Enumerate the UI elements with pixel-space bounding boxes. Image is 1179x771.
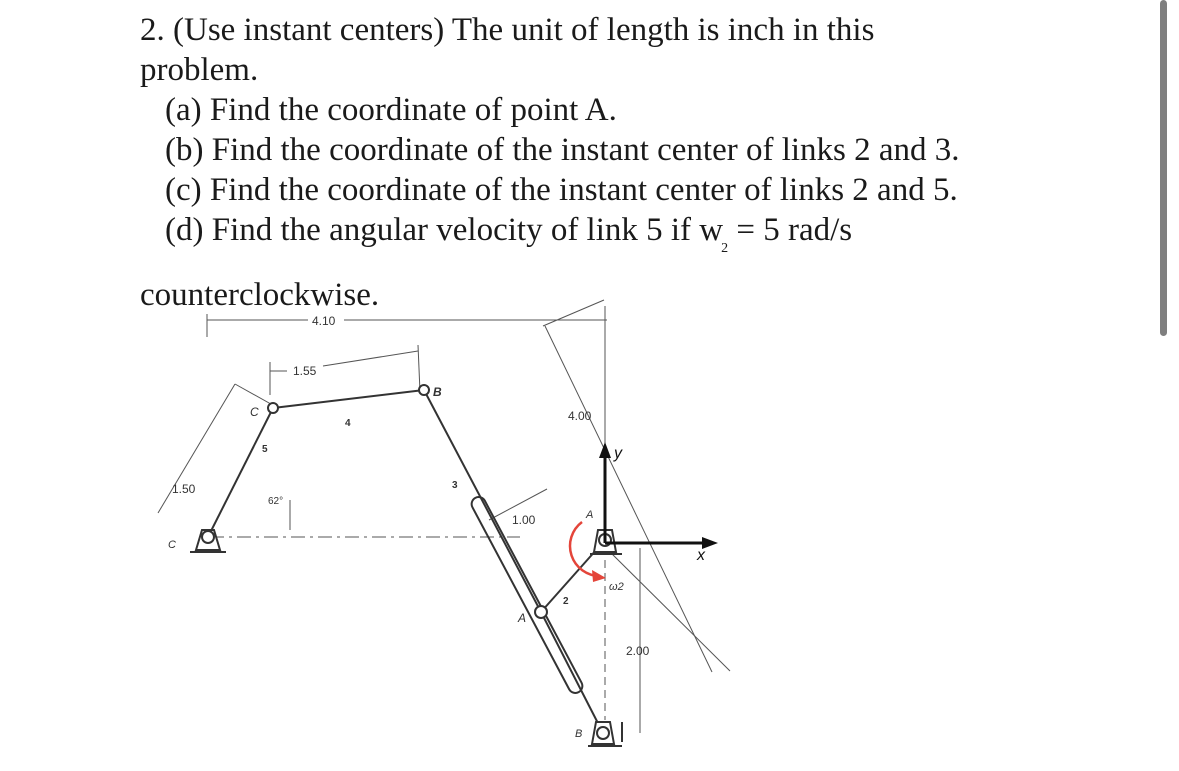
- omega-arrowhead: [592, 570, 606, 582]
- dim-200: 2.00: [626, 644, 650, 658]
- label-C-star: C: [168, 539, 176, 551]
- link-4-line: [273, 390, 424, 408]
- axis-x-label: x: [697, 547, 705, 564]
- link-5-line: [208, 408, 273, 537]
- part-d-value: = 5 rad/s: [728, 212, 853, 248]
- angle-label: 62°: [268, 496, 284, 507]
- link-2-label: 2: [563, 596, 569, 607]
- part-d-subscript: 2: [721, 241, 729, 256]
- dim-150: 1.50: [172, 482, 196, 496]
- dim-155: 1.55: [293, 364, 317, 378]
- part-d-cont: counterclockwise.: [140, 277, 380, 313]
- label-C: C: [250, 405, 259, 419]
- part-a: (a) Find the coordinate of point A.: [165, 92, 617, 128]
- label-A: A: [518, 611, 527, 625]
- joint-C: [268, 403, 278, 413]
- dimension-lines: [158, 300, 730, 733]
- part-b: (b) Find the coordinate of the instant center of links 2 and 3.: [165, 132, 960, 168]
- rod-lower: [541, 612, 603, 733]
- axis-y-label: y: [614, 445, 622, 462]
- part-c: (c) Find the coordinate of the instant center of links 2 and 5.: [165, 172, 958, 208]
- label-A-star: A: [586, 509, 594, 521]
- joint-A: [535, 606, 547, 618]
- link-3-label: 3: [452, 480, 458, 491]
- label-B: B: [433, 385, 442, 399]
- label-B-star: B: [575, 728, 583, 740]
- link-3-line: [424, 390, 541, 612]
- dim-400: 4.00: [568, 409, 592, 423]
- link-4-label: 4: [345, 418, 351, 429]
- joints: [196, 385, 616, 744]
- problem-title: 2. (Use instant centers) The unit of length is inch in this: [140, 12, 875, 48]
- links: [208, 390, 605, 733]
- ground-hatch: [190, 552, 622, 746]
- omega-label: ω2: [609, 581, 624, 593]
- part-d-text: (d) Find the angular velocity of link 5 if w: [165, 212, 724, 248]
- link-5-label: 5: [262, 444, 268, 455]
- problem-title-cont: problem.: [140, 52, 259, 88]
- joint-B: [419, 385, 429, 395]
- dim-410: 4.10: [312, 314, 336, 328]
- dim-100: 1.00: [512, 513, 536, 527]
